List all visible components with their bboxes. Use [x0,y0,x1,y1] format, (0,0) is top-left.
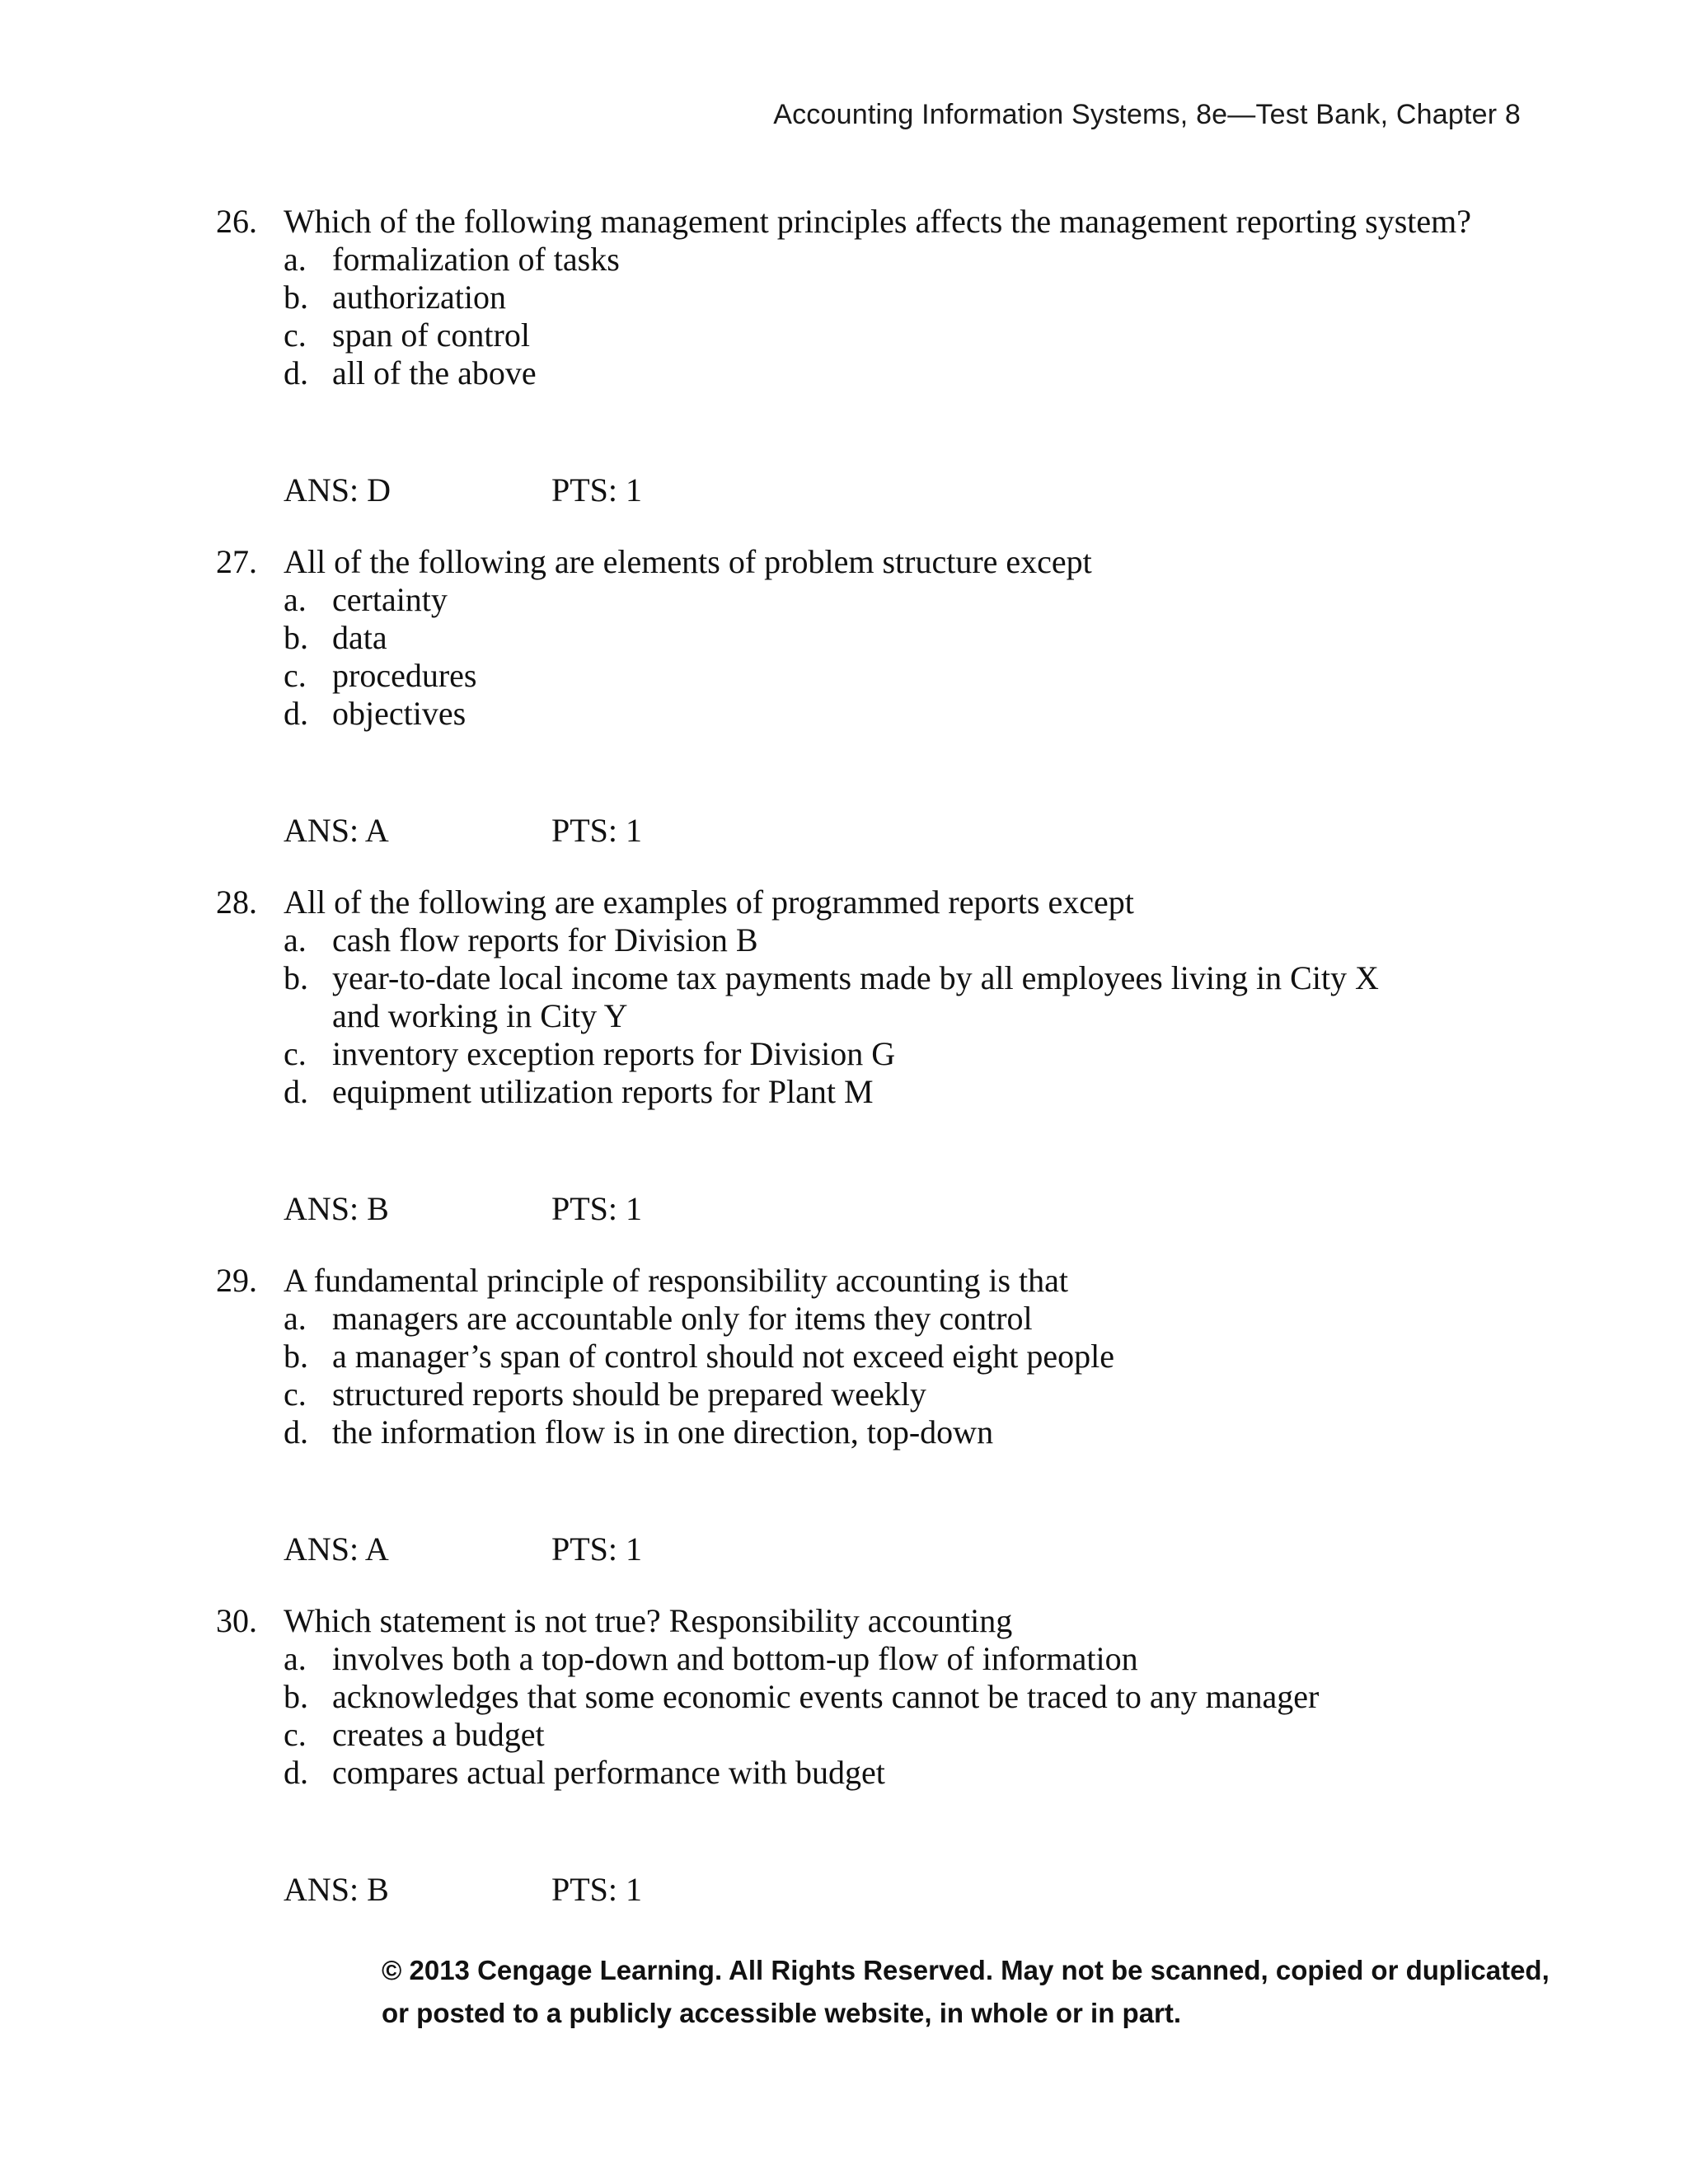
answer-options [284,241,620,392]
question-stem: All of the following are elements of problem structure except [284,543,1092,580]
option-text: equipment utilization reports for Plant M [332,1073,874,1110]
points: PTS: 1 [551,471,643,509]
points: PTS: 1 [551,1190,643,1227]
option-letter: a. [284,241,307,278]
option-text: structured reports should be prepared weekly [332,1376,926,1413]
option-letter: a. [284,921,307,958]
option-d [284,1754,1319,1792]
option-letter: b. [284,959,308,996]
option-d [284,1073,1379,1111]
option-text: authorization [332,279,507,316]
question-number: 26. [216,203,257,240]
option-text: compares actual performance with budget [332,1754,885,1791]
option-c [284,316,620,354]
option-b [284,1678,1319,1716]
option-text: procedures [332,657,477,694]
option-letter: d. [284,1413,308,1451]
option-b [284,1338,1114,1376]
option-a [284,581,476,619]
answer-key: ANS: A [284,1530,389,1568]
question-stem: Which statement is not true? Responsibility accounting [284,1602,1013,1639]
copyright-line-2: or posted to a publicly accessible website, in whole or in part. [382,1998,1182,2028]
copyright-footer [382,1949,1550,2035]
option-c [284,1716,1319,1754]
question-26 [0,203,1688,543]
points: PTS: 1 [551,1871,643,1908]
option-text: objectives [332,695,467,732]
option-letter: d. [284,354,308,391]
option-text: managers are accountable only for items they control [332,1300,1033,1337]
option-c [284,1376,1114,1413]
option-letter: b. [284,1678,308,1715]
question-stem: All of the following are examples of programmed reports except [284,883,1134,921]
option-a [284,921,1379,959]
option-text: all of the above [332,354,537,391]
option-letter: c. [284,1376,307,1413]
copyright-line-1: © 2013 Cengage Learning. All Rights Reserved. May not be scanned, copied or duplicated, [382,1955,1550,1985]
option-text: a manager’s span of control should not exceed eight people [332,1338,1114,1375]
option-letter: c. [284,657,307,694]
page-header: Accounting Information Systems, 8e—Test Bank, Chapter 8 [773,99,1521,130]
answer-key: ANS: A [284,812,389,849]
question-number: 29. [216,1262,257,1299]
option-a [284,1300,1114,1338]
answer-key: ANS: B [284,1871,389,1908]
option-letter: d. [284,1073,308,1110]
option-b [284,959,1379,1035]
option-text: the information flow is in one direction, top-down [332,1413,994,1451]
points: PTS: 1 [551,1530,643,1568]
points: PTS: 1 [551,812,643,849]
answer-key: ANS: B [284,1190,389,1227]
option-letter: d. [284,695,308,732]
option-letter: c. [284,1035,307,1072]
option-text: data [332,619,387,656]
answer-options [284,581,476,733]
option-letter: a. [284,581,307,618]
option-letter: a. [284,1640,307,1677]
question-28 [0,883,1688,1262]
option-text: cash flow reports for Division B [332,921,758,958]
option-b [284,279,620,316]
option-letter: c. [284,1716,307,1753]
option-b [284,619,476,657]
option-text: involves both a top-down and bottom-up flow of information [332,1640,1138,1677]
option-text-line-1: year-to-date local income tax payments made by all employees living in City X [332,959,1379,996]
answer-options [284,921,1379,1111]
option-text-line-2: and working in City Y [332,997,628,1034]
option-letter: c. [284,316,307,354]
question-number: 30. [216,1602,257,1639]
question-stem: A fundamental principle of responsibility accounting is that [284,1262,1069,1299]
option-letter: b. [284,1338,308,1375]
option-text: inventory exception reports for Division G [332,1035,896,1072]
option-a [284,241,620,279]
answer-key: ANS: D [284,471,392,509]
option-letter: d. [284,1754,308,1791]
option-letter: b. [284,619,308,656]
question-list [0,203,1688,1943]
option-d [284,1413,1114,1451]
option-d [284,354,620,392]
option-letter: a. [284,1300,307,1337]
option-a [284,1640,1319,1678]
option-text: acknowledges that some economic events cannot be traced to any manager [332,1678,1320,1715]
option-c [284,1035,1379,1073]
option-text: certainty [332,581,448,618]
option-d [284,695,476,733]
option-text: formalization of tasks [332,241,620,278]
question-number: 27. [216,543,257,580]
option-text: span of control [332,316,530,354]
option-c [284,657,476,695]
question-29 [0,1262,1688,1602]
option-text: creates a budget [332,1716,545,1753]
option-letter: b. [284,279,308,316]
question-27 [0,543,1688,883]
question-number: 28. [216,883,257,921]
question-30 [0,1602,1688,1943]
answer-options [284,1640,1319,1792]
answer-options [284,1300,1114,1451]
question-stem: Which of the following management principles affects the management reporting system? [284,203,1472,240]
